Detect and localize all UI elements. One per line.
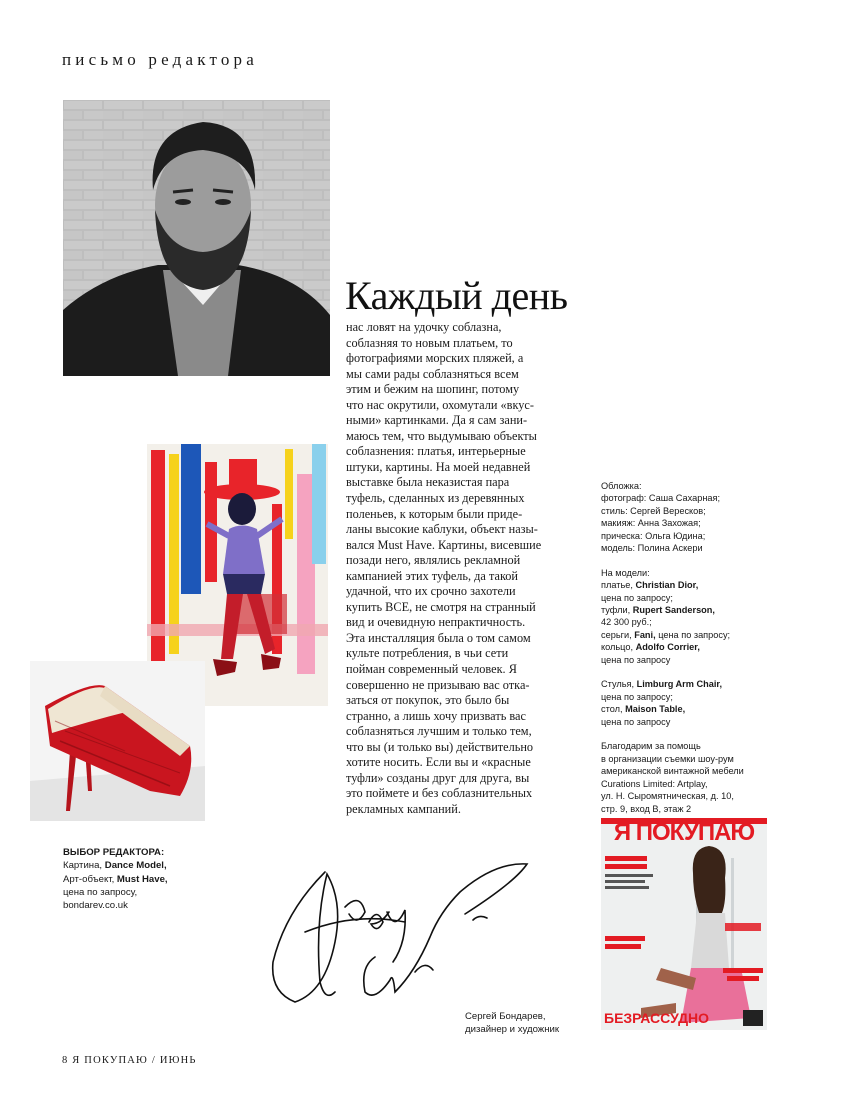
credit-line: прическа: Ольга Юдина; xyxy=(601,530,706,541)
section-title: письмо редактора xyxy=(62,50,259,69)
body-line: нас ловят на удочку соблазна, xyxy=(346,320,502,334)
cover-logo: Я ПОКУПАЮ xyxy=(613,819,755,846)
body-line: совершенно не призываю вас отка- xyxy=(346,677,530,692)
body-line: культе потребления, в чьи сети xyxy=(346,646,509,661)
signature-scribble xyxy=(265,852,535,1012)
body-line: соблазняя то новым платьем, то xyxy=(346,335,513,350)
editor-pick-line: Картина, Dance Model, xyxy=(63,860,167,872)
body-line: поленьев, к которым были приде- xyxy=(346,506,523,521)
body-line: туфель, сделанных из деревянных xyxy=(346,491,525,506)
credit-line: стр. 9, вход В, этаж 2 xyxy=(601,803,692,814)
body-line: этим и бежим на шопинг, потому xyxy=(346,382,520,397)
editor-pick-line: цена по запросу, xyxy=(63,886,138,898)
credit-line: Благодарим за помощь xyxy=(601,741,701,752)
body-line: вид и очевидную непрактичность. xyxy=(346,615,526,630)
credit-line: цена по запросу xyxy=(601,716,671,727)
cover-illustration xyxy=(601,818,767,1030)
credit-line: туфли, Rupert Sanderson, xyxy=(601,605,715,616)
credit-line: серьги, Fani, цена по запросу; xyxy=(601,629,731,640)
cover-bottom-headline: БЕЗРАССУДНО xyxy=(604,1010,710,1026)
credit-line: Стулья, Limburg Arm Chair, xyxy=(601,679,722,690)
credit-line: цена по запросу xyxy=(601,654,671,665)
signature-name: Сергей Бондарев, xyxy=(465,1011,546,1022)
body-line: рекламных кампаний. xyxy=(346,801,461,816)
credit-line: модель: Полина Аскери xyxy=(601,543,703,554)
body-line: ными» картинками. Да я сам зани- xyxy=(346,413,528,428)
body-line: мы сами рады соблазняться всем xyxy=(346,366,519,381)
body-line: это поймете и без соблазнительных xyxy=(346,786,533,801)
body-line: странно, а лишь хочу призвать вас xyxy=(346,708,526,723)
credit-line: На модели: xyxy=(601,567,650,578)
credit-line: Curations Limited: Artplay, xyxy=(601,778,708,789)
credit-line: американской винтажной мебели xyxy=(601,766,744,777)
body-line: заться от покупок, это было бы xyxy=(346,693,510,708)
credit-line: платье, Christian Dior, xyxy=(601,580,699,591)
page-folio: 8 Я ПОКУПАЮ / ИЮНЬ xyxy=(62,1055,197,1066)
credit-line: 42 300 руб.; xyxy=(601,617,652,628)
body-line: позади него, являлись рекламной xyxy=(346,553,521,568)
signature-role: дизайнер и художник xyxy=(465,1024,560,1035)
shoe-illustration xyxy=(30,661,205,821)
credit-line: ул. Н. Сыромятническая, д. 10, xyxy=(601,791,734,802)
editor-signature xyxy=(265,852,535,1012)
magazine-cover-image xyxy=(601,818,767,1030)
body-line: кампанией этих туфель, да такой xyxy=(346,568,519,583)
body-line: хотите носить. Если вы и «красные xyxy=(346,755,531,770)
body-line: пойман современный человек. Я xyxy=(346,662,517,677)
credit-line: макияж: Анна Захожая; xyxy=(601,518,701,529)
body-line: фотографиями морских пляжей, а xyxy=(346,351,524,366)
body-line: купить ВСЕ, не смотря на странный xyxy=(346,599,536,614)
article-body xyxy=(346,320,598,818)
credit-line: кольцо, Adolfo Corrier, xyxy=(601,642,700,653)
body-line: соблазняться лучшим и только тем, xyxy=(346,724,532,739)
shoe-object-image xyxy=(30,661,205,821)
body-line: что вы (и только вы) действительно xyxy=(346,739,534,754)
credit-line: Обложка: xyxy=(601,481,642,491)
editor-pick-link: bondarev.co.uk xyxy=(63,900,128,912)
body-line: Эта инсталляция была о том самом xyxy=(346,630,531,645)
credit-line: цена по запросу; xyxy=(601,691,673,702)
editor-pick-line: Арт-объект, Must Have, xyxy=(63,873,168,885)
body-line: туфли» созданы друг для друга, вы xyxy=(346,770,530,785)
portrait-illustration xyxy=(63,100,330,376)
body-line: удачной, что их срочно захотели xyxy=(346,584,516,599)
body-line: маюсь тем, что выдумываю объекты xyxy=(346,428,537,443)
credit-line: цена по запросу; xyxy=(601,592,673,603)
body-line: выставке была неказистая пара xyxy=(346,475,510,490)
editor-pick-heading: ВЫБОР РЕДАКТОРА: xyxy=(63,847,165,858)
signature-caption xyxy=(465,1010,559,1036)
body-line: соблазнения: платья, интерьерные xyxy=(346,444,526,459)
editor-pick-caption xyxy=(63,846,223,912)
body-line: вался Must Have. Картины, висевшие xyxy=(346,537,542,552)
body-line: ланы высокие каблуки, объект назы- xyxy=(346,522,538,537)
credit-line: стол, Maison Table, xyxy=(601,704,686,715)
credit-line: стиль: Сергей Вересков; xyxy=(601,505,706,516)
editor-portrait-photo xyxy=(63,100,330,376)
cover-credits xyxy=(601,480,806,815)
body-line: штуки, картины. На моей недавней xyxy=(346,459,531,474)
body-line: что нас окрутили, охомутали «вкус- xyxy=(346,397,534,412)
credit-line: фотограф: Саша Сахарная; xyxy=(601,493,721,504)
credit-line: в организации съемки шоу-рум xyxy=(601,753,734,764)
headline: Каждый день xyxy=(345,273,568,318)
